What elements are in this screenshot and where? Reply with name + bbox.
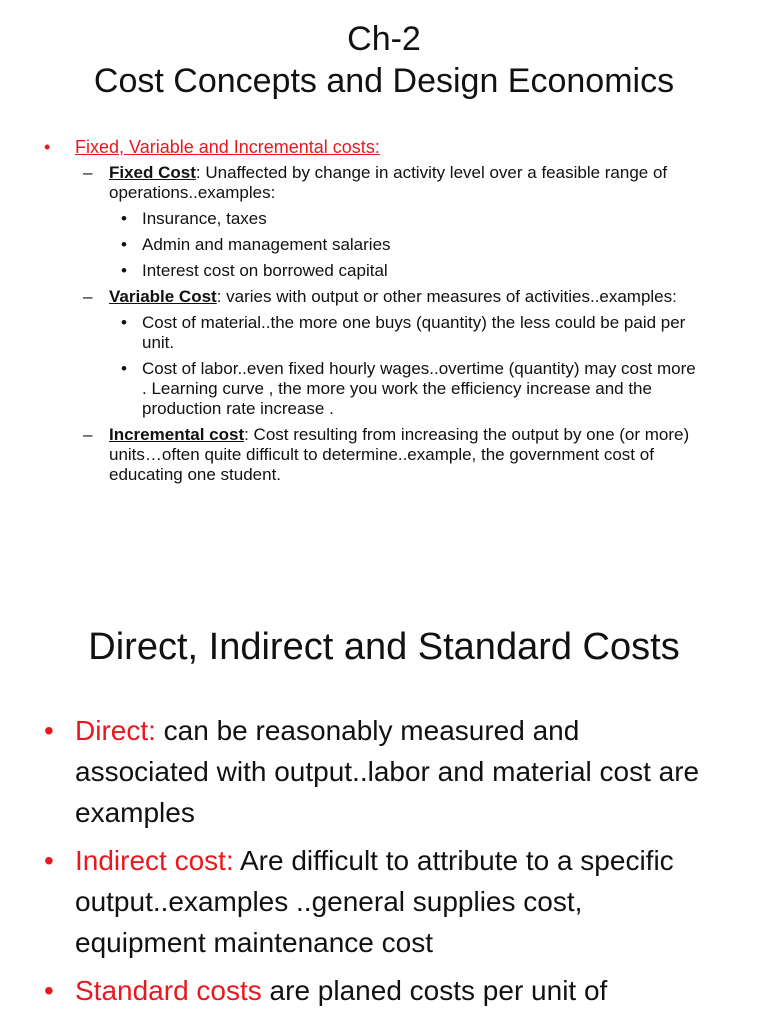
bullet-marker: • [121,359,127,378]
heading-text: Fixed, Variable and Incremental costs: [75,137,380,157]
example-item [0,261,702,281]
example-text: Insurance, taxes [142,209,267,228]
dash-marker: – [83,287,93,306]
example-text: Cost of material..the more one buys (quantity) the less could be paid per unit. [142,313,686,352]
bullet-marker: • [121,235,127,254]
bullet-marker: • [44,715,54,746]
item-variable-cost [0,287,719,307]
term-standard: Standard costs [75,975,262,1006]
bullet-marker: • [44,975,54,1006]
bullet-marker: • [121,209,127,228]
example-item [0,209,702,229]
desc-direct: can be reasonably measured and associated with output..labor and material cost are examples [75,715,700,828]
term-indirect: Indirect cost: [75,845,234,876]
desc-variable-cost: : varies with output or other measures of activities..examples: [216,287,677,306]
cost-type-list [0,710,768,1018]
list-item-indirect [0,840,715,963]
term-incremental-cost: Incremental cost [109,425,245,444]
example-item [0,313,702,353]
dash-marker: – [83,163,93,182]
desc-standard: are planed costs per unit of [261,975,608,1006]
example-text: Interest cost on borrowed capital [142,261,388,280]
term-variable-cost: Variable Cost [109,287,217,306]
outline-list [0,163,768,485]
term-fixed-cost: Fixed Cost [109,163,196,182]
slide-title: Direct, Indirect and Standard Costs [88,626,680,668]
example-item [0,235,702,255]
item-incremental-cost [0,425,719,485]
example-text: Admin and management salaries [142,235,391,254]
bullet-marker: • [44,845,54,876]
desc-fixed-cost: : Unaffected by change in activity level over a feasible range of operations..examples: [109,163,668,202]
example-item [0,359,702,419]
list-item-standard [0,970,715,1011]
desc-indirect: Are difficult to attribute to a specific output..examples ..general supplies cost, equipment maintenance cost [75,845,674,958]
slide-direct-indirect-standard [0,600,768,1024]
slide-title [0,18,768,102]
bullet-heading [44,136,380,158]
bullet-marker: • [44,137,51,157]
title-main: Cost Concepts and Design Economics [93,62,675,100]
item-fixed-cost [0,163,719,203]
title-chapter: Ch-2 [347,20,421,58]
example-text: Cost of labor..even fixed hourly wages..overtime (quantity) may cost more . Learning curve , the more you work the efficiency increase and the production rate increase . [142,359,696,418]
bullet-marker: • [121,261,127,280]
term-direct: Direct: [75,715,156,746]
dash-marker: – [83,425,93,444]
desc-incremental-cost: : Cost resulting from increasing the output by one (or more) units…often quite difficult to determine..example, the government cost of educating one student. [109,425,690,484]
list-item-direct [0,710,715,833]
bullet-marker: • [121,313,127,332]
